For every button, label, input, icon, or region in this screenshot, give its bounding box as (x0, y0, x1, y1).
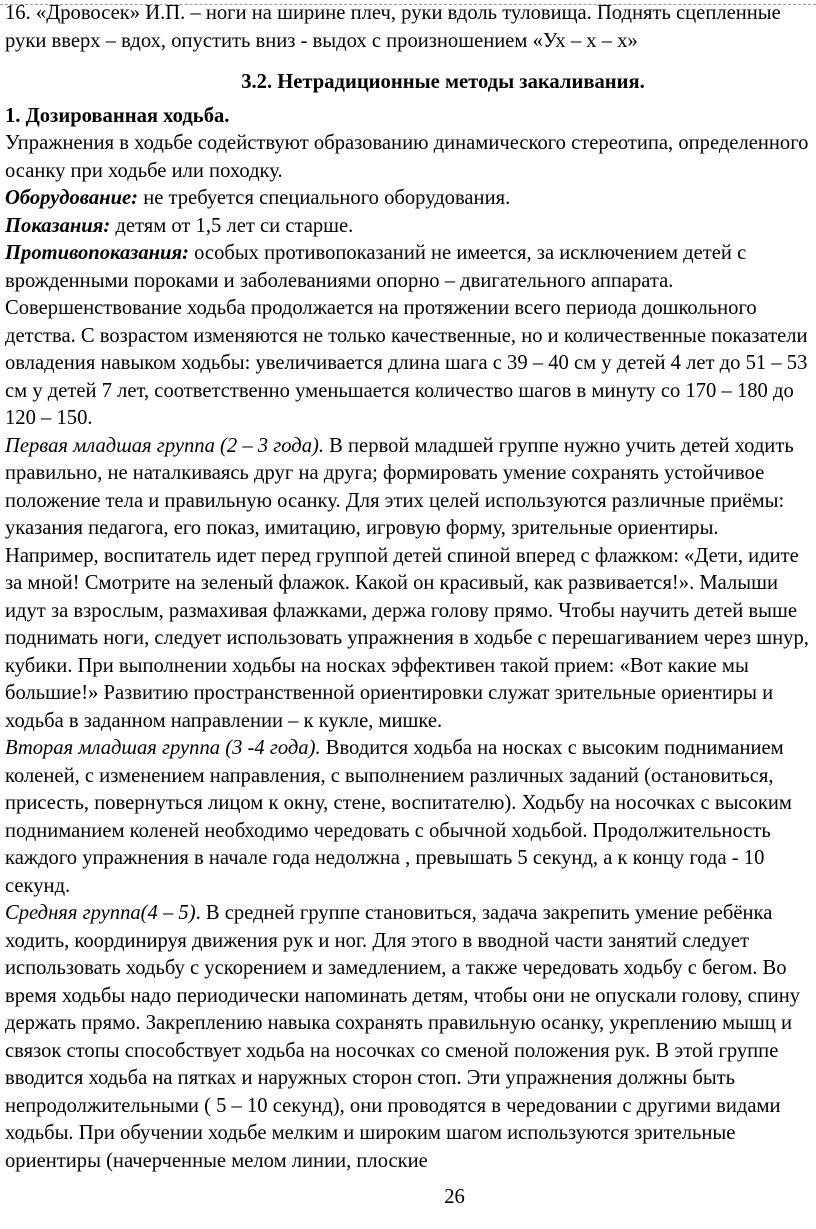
indications-text: детям от 1,5 лет си старше. (110, 214, 354, 237)
page-number-text: 26 (444, 1186, 465, 1208)
section-title-text: 3.2. Нетрадиционные методы закаливания. (241, 71, 645, 93)
middle-group-paragraph (5, 900, 811, 1175)
subsection-title: 1. Дозированная ходьба. (5, 104, 230, 127)
equipment-paragraph (5, 185, 811, 213)
contraindications-paragraph (5, 240, 811, 295)
intro-paragraph: Упражнения в ходьбе содействуют образованию динамического стереотипа, определенного осанку при ходьбе или походку. (5, 132, 809, 182)
middle-group-text: . В средней группе становиться, задача закрепить умение ребёнка ходить, координируя движения рук и ног. Для этого в вводной части занятий следует использовать ходьбу с ускорением и замедлением, а также чередовать ходьбу с бегом. Во время ходьбы надо периодически напоминать детям, чтобы они не опускали голову, спину держать прямо. Закреплению навыка сохранять правильную осанку, укреплению мышц и связок стопы способствует ходьба на носочках со сменой положения рук. В этой группе вводится ходьба на пятках и наружных сторон стоп. Эти упражнения должны быть непродолжительными ( 5 – 10 секунд), они проводятся в чередовании с другими видами ходьбы. При обучении ходьбе мелким и широким шагом используются зрительные ориентиры (начерченные мелом линии, плоские (5, 902, 801, 1172)
improvement-paragraph: Совершенствование ходьба продолжается на протяжении всего периода дошкольного детства. С возрастом изменяются не только качественные, но и количественные показатели овладения навыком ходьбы: увеличивается длина шага с 39 – 40 см у детей 4 лет до 51 – 53 см у детей 7 лет, соответственно уменьшается количество шагов в минуту со 170 – 180 до 120 – 150. (5, 297, 808, 429)
first-group-label: Первая младшая группа (2 – 3 года). (5, 434, 324, 457)
exercise-16-paragraph: 16. «Дровосек» И.П. – ноги на ширине плеч, руки вдоль туловища. Поднять сцепленные руки вверх – вдох, опустить вниз - выдох с произношением «Ух – х – х» (5, 2, 781, 52)
contraindications-text: особых противопоказаний не имеется, за исключением детей с врожденными пороками и заболеваниями опорно – двигательного аппарата. (5, 242, 747, 292)
contraindications-label: Противопоказания: (5, 242, 189, 264)
first-group-text: В первой младшей группе нужно учить детей ходить правильно, не наталкиваясь друг на друга; формировать умение сохранять устойчивое положение тела и правильную осанку. Для этих целей используются различные приёмы: указания педагога, его показ, имитацию, игровую форму, зрительные ориентиры. Например, воспитатель идет перед группой детей спиной вперед с флажком: «Дети, идите за мной! Смотрите на зеленый флажок. Какой он красивый, как развивается!». Малыши идут за взрослым, размахивая флажками, держа голову прямо. Чтобы научить детей выше поднимать ноги, следует использовать упражнения в ходьбе с перешагиванием через шнур, кубики. При выполнении ходьбы на носках эффективен такой прием: «Вот какие мы большие!» Развитию пространственной ориентировки служат зрительные ориентиры и ходьба в заданном направлении – к кукле, мишке. (5, 434, 809, 732)
second-group-label: Вторая младшая группа (3 -4 года). (5, 737, 321, 759)
equipment-label: Оборудование: (5, 187, 139, 209)
section-title (5, 69, 811, 97)
document-page (5, 0, 811, 1175)
second-group-paragraph (5, 735, 811, 900)
indications-paragraph (5, 213, 811, 241)
equipment-text: не требуется специального оборудования. (138, 187, 511, 209)
first-group-paragraph (5, 433, 811, 736)
second-group-text: Вводится ходьба на носках с высоким подниманием коленей, с изменением направления, с выполнением различных заданий (остановиться, присесть, повернуться лицом к окну, стене, воспитателю). Ходьбу на носочках с высоким подниманием коленей необходимо чередовать с обычной ходьбой. Продолжительность каждого упражнения в начале года недолжна , превышать 5 секунд, а к концу года - 10 секунд. (5, 737, 792, 897)
indications-label: Показания: (5, 214, 111, 237)
middle-group-label: Средняя группа(4 – 5) (5, 902, 196, 924)
page-number (0, 1186, 816, 1209)
